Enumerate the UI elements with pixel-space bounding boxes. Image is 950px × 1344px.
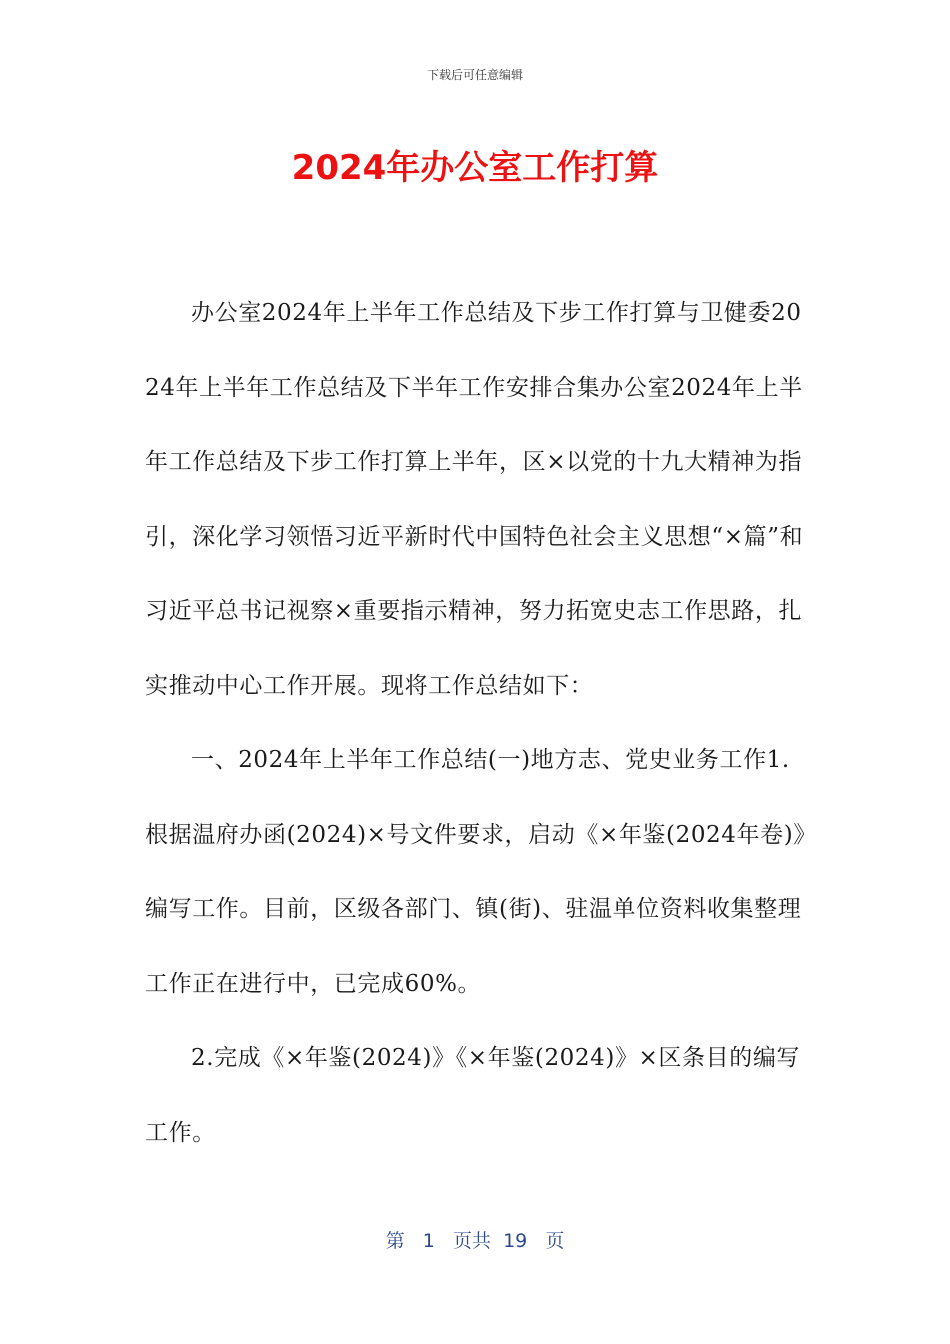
total-pages-number: 19: [503, 1230, 528, 1252]
page-footer: [0, 1226, 950, 1253]
page-suffix: 页: [545, 1230, 565, 1252]
current-page-number: 1: [422, 1230, 435, 1252]
paragraph-3: 2.完成《×年鉴(2024)》《×年鉴(2024)》×区条目的编写工作。: [145, 1045, 801, 1146]
document-body: [145, 276, 807, 1170]
header-note: 下载后可任意编辑: [426, 68, 523, 82]
paragraph-1: 办公室2024年上半年工作总结及下步工作打算与卫健委2024年上半年工作总结及下半年工作安排合集办公室2024年上半年工作总结及下步工作打算上半年，区×以党的十九大精神为指引，深化学习领悟习近平新时代中国特色社会主义思想“×篇”和习近平总书记视察×重要指示精神，努力拓宽史志工作思路，扎实推动中心工作开展。现将工作总结如下：: [145, 300, 804, 699]
page-middle-text: 页共: [452, 1230, 491, 1252]
document-title: 2024年办公室工作打算: [291, 148, 659, 188]
page-prefix: 第: [385, 1230, 405, 1252]
paragraph-2: 一、2024年上半年工作总结(一)地方志、党史业务工作1.根据温府办函(2024)×号文件要求，启动《×年鉴(2024年卷)》编写工作。目前，区级各部门、镇(街)、驻温单位资料收集整理工作正在进行中，已完成60%。: [145, 747, 806, 997]
